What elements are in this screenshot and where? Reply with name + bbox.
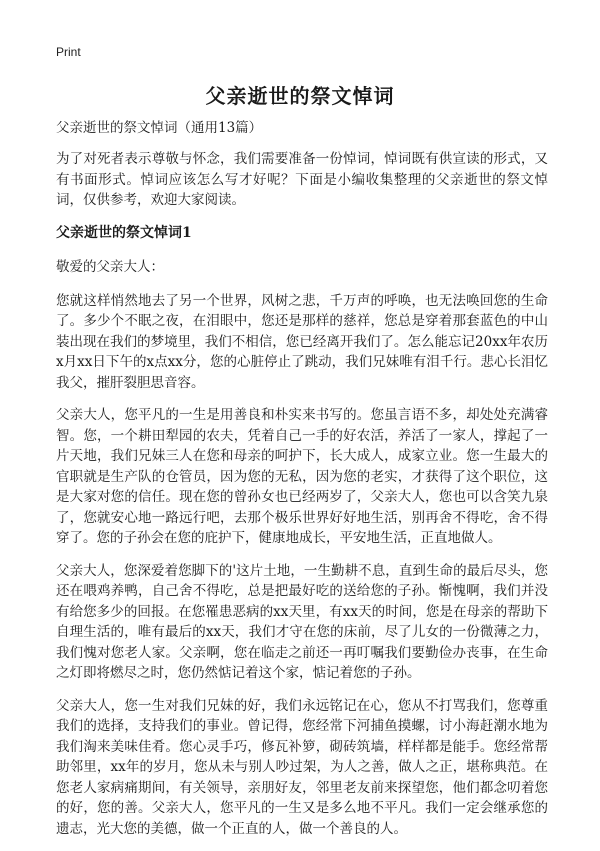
article-subtitle: 父亲逝世的祭文悼词（通用13篇） [56, 120, 263, 136]
body-paragraph-4: 父亲大人，您一生对我们兄妹的好，我们永远铭记在心，您从不打骂我们，您尊重我们的选择，支持我们的事业。曾记得，您经常下河捕鱼摸螺，讨小海赶潮水地为我们淘来美味佳肴。您心灵手巧，修瓦补箩，砌砖筑墙，样样都是能手。您经常帮助邻里，xx年的岁月，您从未与别人吵过架，为人之善，做人之正，堪称典范。在您老人家病痛期间，有关领导，亲朋好友，邻里老友前来探望您，他们都念叨着您的好，您的善。父亲大人，您平凡的一生又是多么地不平凡。我们一定会继承您的遗志，光大您的美德，做一个正直的人，做一个善良的人。 [56, 697, 548, 837]
section-heading: 父亲逝世的祭文悼词1 [56, 224, 192, 241]
body-paragraph-3: 父亲大人，您深爱着您脚下的'这片土地，一生勤耕不息，直到生命的最后尽头，您还在喂鸡养鸭，自己舍不得吃，总是把最好吃的送给您的子孙。惭愧啊，我们并没有给您多少的回报。在您罹患恶病的xx天里，有xx天的时间，您是在母亲的帮助下自理生活的，唯有最后的xx天，我们才守在您的床前，尽了儿女的一份微薄之力，我们愧对您老人家。父亲啊，您在临走之前还一再叮嘱我们要勤俭办丧事，在生命之灯即将燃尽之时，您仍然惦记着这个家，惦记着您的子孙。 [56, 562, 548, 681]
page-title: 父亲逝世的祭文悼词 [205, 84, 395, 108]
body-paragraph-2: 父亲大人，您平凡的一生是用善良和朴实来书写的。您虽言语不多，却处处充满睿智。您，一个耕田犁园的农夫，凭着自己一手的好农活，养活了一家人，撑起了一片天地，我们兄妹三人在您和母亲的呵护下，长大成人，成家立业。您一生最大的官职就是生产队的仓管员，因为您的无私，因为您的老实，才获得了这个职位，这是大家对您的信任。现在您的曾孙女也已经两岁了，父亲大人，您也可以含笑九泉了，您就安心地一路远行吧，去那个极乐世界好好地生活，别再舍不得吃，舍不得穿了。您的子孙会在您的庇护下，健康地成长，平安地生活，正直地做人。 [56, 407, 548, 546]
salutation: 敬爱的父亲大人： [56, 258, 164, 275]
intro-paragraph: 为了对死者表示尊敬与怀念，我们需要准备一份悼词，悼词既有供宣读的形式，又有书面形式。悼词应该怎么写才好呢？下面是小编收集整理的父亲逝世的祭文悼词，仅供参考，欢迎大家阅读。 [56, 151, 548, 208]
print-link[interactable]: Print [56, 45, 81, 59]
article-body [56, 118, 548, 851]
body-paragraph-1: 您就这样悄然地去了另一个世界，风树之悲，千万声的呼唤，也无法唤回您的生命了。多少个不眠之夜，在泪眼中，您还是那样的慈祥，您总是穿着那套蓝色的中山装出现在我们的梦境里，我们不相信，您已经离开我们了。怎么能忘记20xx年农历x月xx日下午的x点xx分，您的心脏停止了跳动，我们兄妹唯有泪千行。悲心长泪忆我父，摧肝裂胆思音容。 [56, 292, 548, 391]
